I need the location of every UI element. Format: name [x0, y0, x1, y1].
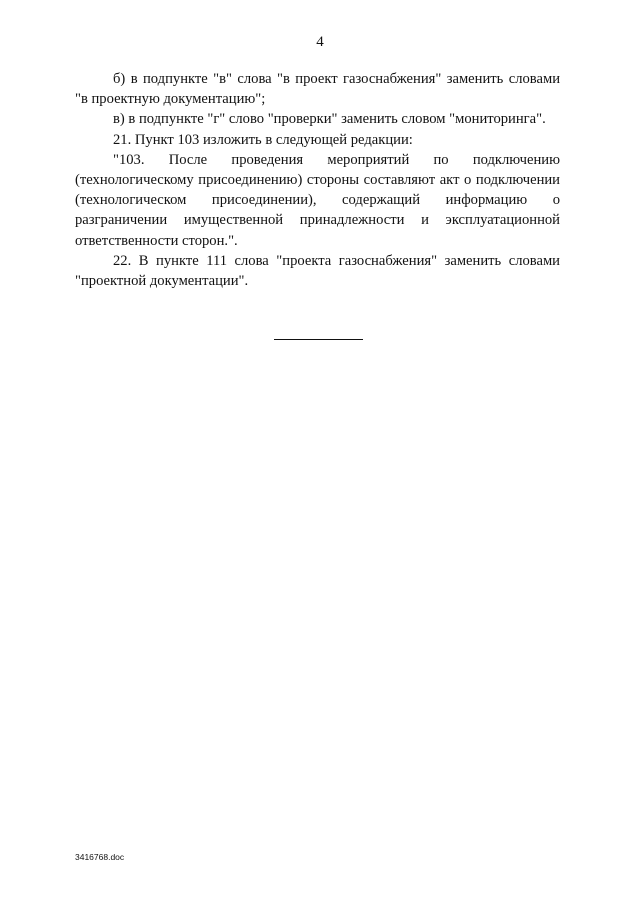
document-file-id: 3416768.doc [75, 852, 125, 862]
document-body [75, 69, 560, 291]
page-number: 4 [316, 34, 324, 50]
paragraph-item-21: 21. Пункт 103 изложить в следующей редакции: [113, 131, 413, 148]
paragraph-item-103-text: "103. После проведения мероприятий по подключению (технологическому присоединению) стороны составляют акт о подключении (технологическом присоединении), содержащий информацию о разграничении имущественной принадлежности и эксплуатационной ответственности сторон.". [75, 151, 560, 249]
paragraph-item-22: 22. В пункте 111 слова "проекта газоснабжения" заменить словами "проектной документации". [75, 252, 560, 290]
paragraph-subclause-b: б) в подпункте "в" слова "в проект газоснабжения" заменить словами "в проектную документацию"; [75, 71, 560, 108]
closing-divider-line [274, 339, 363, 340]
paragraph-subclause-v: в) в подпункте "г" слово "проверки" заменить словом "мониторинга". [113, 111, 546, 128]
